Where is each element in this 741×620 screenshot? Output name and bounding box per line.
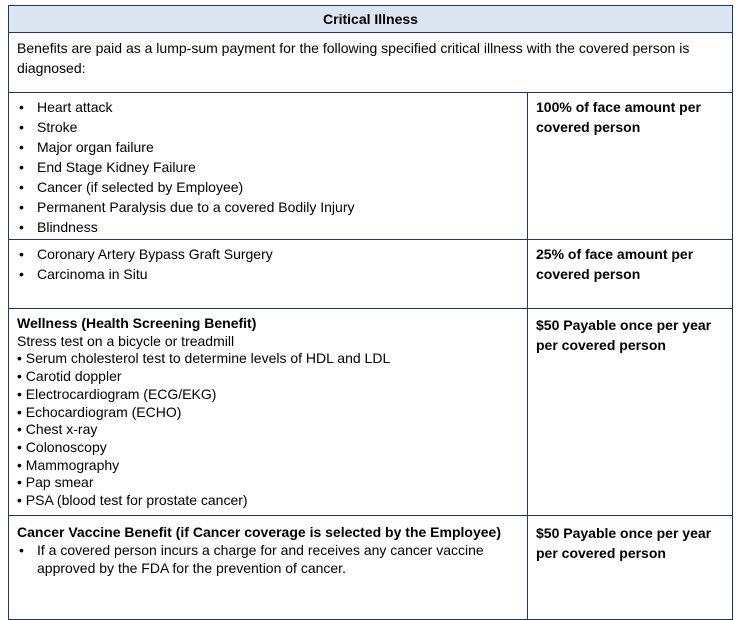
list-item: • Mammography (17, 457, 519, 475)
table-row (9, 93, 733, 240)
table-header-row (9, 6, 733, 33)
cancer-vaccine-title: Cancer Vaccine Benefit (if Cancer coverage is selected by the Employee) (17, 524, 501, 540)
wellness-list (17, 350, 519, 509)
benefit-amount: 25% of face amount per covered person (528, 240, 733, 309)
critical-illness-table (8, 5, 733, 620)
wellness-subtitle: Stress test on a bicycle or treadmill (17, 332, 235, 349)
illness-list-cell (9, 93, 528, 240)
table-row (9, 309, 733, 516)
list-item: • Colonoscopy (17, 439, 519, 457)
table-row (9, 240, 733, 309)
list-item: • Major organ failure (17, 137, 519, 157)
list-item: • Pap smear (17, 474, 519, 492)
list-item: • Permanent Paralysis due to a covered Bodily Injury (17, 197, 519, 217)
list-item: • Coronary Artery Bypass Graft Surgery (17, 244, 519, 264)
illness-list-cell (9, 240, 528, 309)
list-item: • End Stage Kidney Failure (17, 157, 519, 177)
illness-list (17, 97, 519, 237)
intro-text: Benefits are paid as a lump-sum payment for the following specified critical illness with the covered person is diagnosed: (9, 33, 733, 93)
list-item: • Carcinoma in Situ (17, 264, 519, 284)
list-item: • Electrocardiogram (ECG/EKG) (17, 386, 519, 404)
list-item: • Chest x-ray (17, 421, 519, 439)
list-item: • Carotid doppler (17, 368, 519, 386)
benefit-amount: 100% of face amount per covered person (528, 93, 733, 240)
list-item: • Serum cholesterol test to determine levels of HDL and LDL (17, 350, 519, 368)
illness-list (17, 244, 519, 284)
benefit-amount: $50 Payable once per year per covered person (528, 309, 733, 516)
benefit-amount: $50 Payable once per year per covered person (528, 516, 733, 620)
table-row (9, 516, 733, 620)
intro-row (9, 33, 733, 93)
list-item: • If a covered person incurs a charge for and receives any cancer vaccine approved by the FDA for the prevention of cancer. (17, 541, 519, 577)
list-item: • Echocardiogram (ECHO) (17, 404, 519, 422)
list-item: • Heart attack (17, 97, 519, 117)
list-item: • PSA (blood test for prostate cancer) (17, 492, 519, 510)
wellness-title: Wellness (Health Screening Benefit) (17, 315, 257, 331)
wellness-cell (9, 309, 528, 516)
table-title: Critical Illness (9, 6, 733, 33)
list-item: • Blindness (17, 217, 519, 237)
list-item: • Stroke (17, 117, 519, 137)
cancer-vaccine-cell (9, 516, 528, 620)
list-item: • Cancer (if selected by Employee) (17, 177, 519, 197)
cancer-vaccine-list (17, 541, 519, 577)
